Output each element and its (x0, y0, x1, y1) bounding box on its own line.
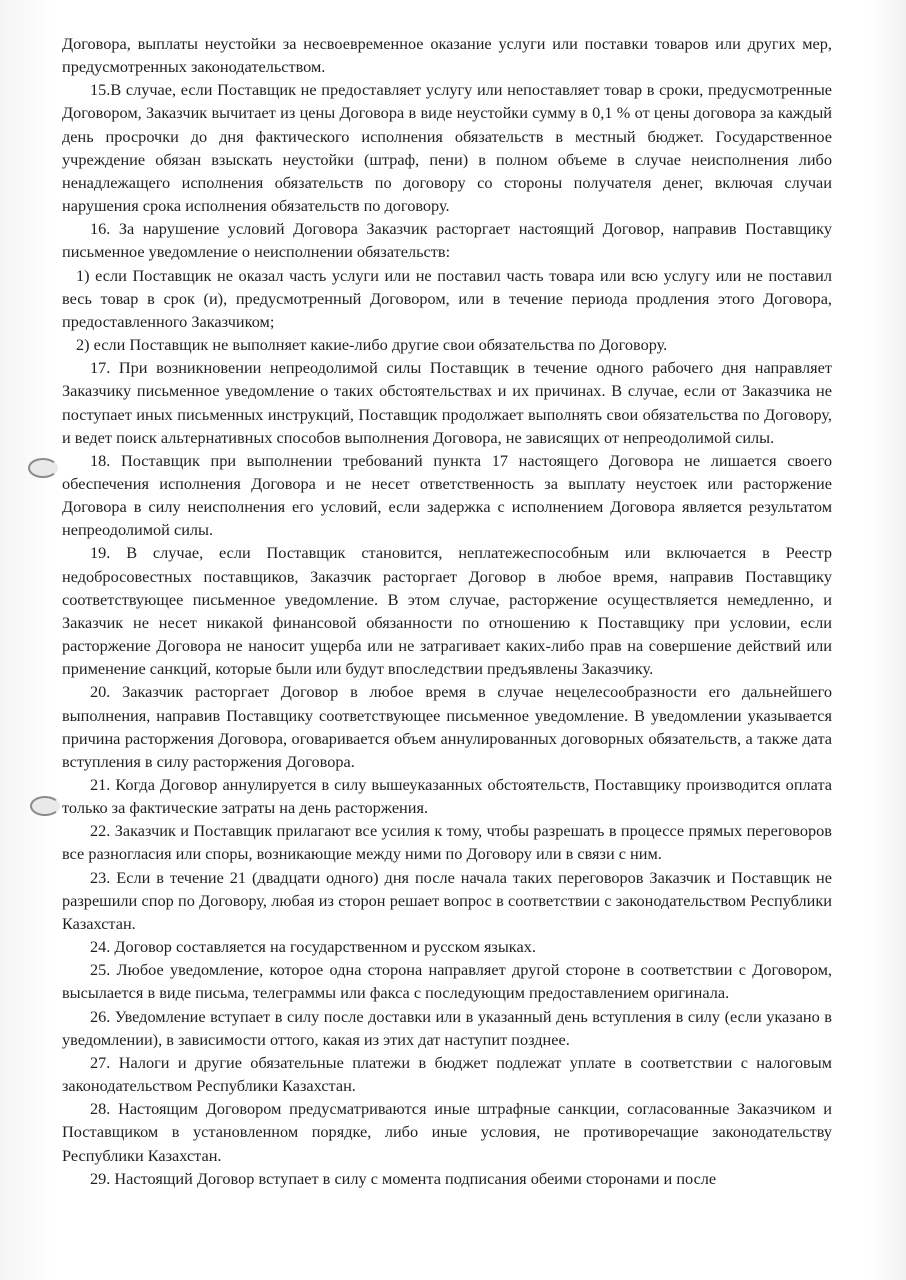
clause-28: 28. Настоящим Договором предусматриваются иные штрафные санкции, согласованные Заказчиком и Поставщиком в установленном порядке, либо иные условия, не противоречащие законодательству Республики Казахстан. (62, 1099, 832, 1165)
punch-hole-mark-bottom (30, 796, 60, 816)
clause-24: 24. Договор составляется на государственном и русском языках. (90, 937, 536, 957)
clause-16-item-2: 2) если Поставщик не выполняет какие-либо другие свои обязательства по Договору. (76, 335, 668, 355)
clause-21: 21. Когда Договор аннулируется в силу вышеуказанных обстоятельств, Поставщику производится оплата только за фактические затраты на день расторжения. (62, 775, 832, 818)
clause-18: 18. Поставщик при выполнении требований пункта 17 настоящего Договора не лишается своего обеспечения исполнения Договора и не несет ответственность за выплату неустоек или расторжение Договора в силу неисполнения его условий, если задержка с исполнением Договора является результатом непреодолимой силы. (62, 450, 832, 540)
clause-15: 15.В случае, если Поставщик не предоставляет услугу или непоставляет товар в сроки, предусмотренные Договором, Заказчик вычитает из цены Договора в виде неустойки сумму в 0,1 % от цены договора за каждый день просрочки до дня фактического исполнения обязательств в местный бюджет. Государственное учреждение обязан взыскать неустойки (штраф, пени) в полном объеме в случае неисполнения либо ненадлежащего исполнения обязательств по договору со стороны получателя денег, включая случаи нарушения срока исполнения обязательств по договору. (62, 80, 832, 216)
clause-23: 23. Если в течение 21 (двадцати одного) дня после начала таких переговоров Заказчик и Поставщик не разрешили спор по Договору, любая из сторон решает вопрос в соответствии с законодательством Республики Казахстан. (62, 867, 832, 933)
paragraph-continuation: Договора, выплаты неустойки за несвоевременное оказание услуги или поставки товаров или других мер, предусмотренных законодательством. (62, 34, 832, 77)
clause-29: 29. Настоящий Договор вступает в силу с момента подписания обеими сторонами и после (90, 1168, 717, 1188)
clause-16-item-1: 1) если Поставщик не оказал часть услуги или не поставил часть товара или всю услугу или не поставил весь товар в срок (и), предусмотренный Договором, или в течение периода продления этого Договора, предоставленного Заказчиком; (62, 265, 832, 331)
clause-26: 26. Уведомление вступает в силу после доставки или в указанный день вступления в силу (если указано в уведомлении), в зависимости оттого, какая из этих дат наступит позднее. (62, 1006, 832, 1049)
clause-22: 22. Заказчик и Поставщик прилагают все усилия к тому, чтобы разрешать в процессе прямых переговоров все разногласия или споры, возникающие между ними по Договору или в связи с ним. (62, 821, 832, 864)
clause-17: 17. При возникновении непреодолимой силы Поставщик в течение одного рабочего дня направляет Заказчику письменное уведомление о таких обстоятельствах и их причинах. В случае, если от Заказчика не поступает иных письменных инструкций, Поставщик продолжает выполнять свои обязательства по Договору, и ведет поиск альтернативных способов выполнения Договора, не зависящих от непреодолимой силы. (62, 358, 832, 447)
document-body (62, 32, 832, 1190)
clause-20: 20. Заказчик расторгает Договор в любое время в случае нецелесообразности его дальнейшего выполнения, направив Поставщику соответствующее письменное уведомление. В уведомлении указывается причина расторжения Договора, оговаривается объем аннулированных договорных обязательств, а также дата вступления в силу расторжения Договора. (62, 682, 832, 771)
clause-16: 16. За нарушение условий Договора Заказчик расторгает настоящий Договор, направив Поставщику письменное уведомление о неисполнении обязательств: (62, 219, 832, 262)
punch-hole-mark-top (28, 458, 58, 478)
clause-27: 27. Налоги и другие обязательные платежи в бюджет подлежат уплате в соответствии с налоговым законодательством Республики Казахстан. (62, 1052, 832, 1096)
clause-19: 19. В случае, если Поставщик становится, неплатежеспособным или включается в Реестр недобросовестных поставщиков, Заказчик расторгает Договор в любое время, направив Поставщику соответствующее письменное уведомление. В этом случае, расторжение осуществляется немедленно, и Заказчик не несет никакой финансовой обязанности по отношению к Поставщику при условии, если расторжение Договора не наносит ущерба или не затрагивает каких-либо прав на совершение действий или применение санкций, которые были или будут впоследствии предъявлены Заказчику. (62, 543, 832, 679)
clause-25: 25. Любое уведомление, которое одна сторона направляет другой стороне в соответствии с Договором, высылается в виде письма, телеграммы или факса с последующим предоставлением оригинала. (62, 960, 832, 1003)
